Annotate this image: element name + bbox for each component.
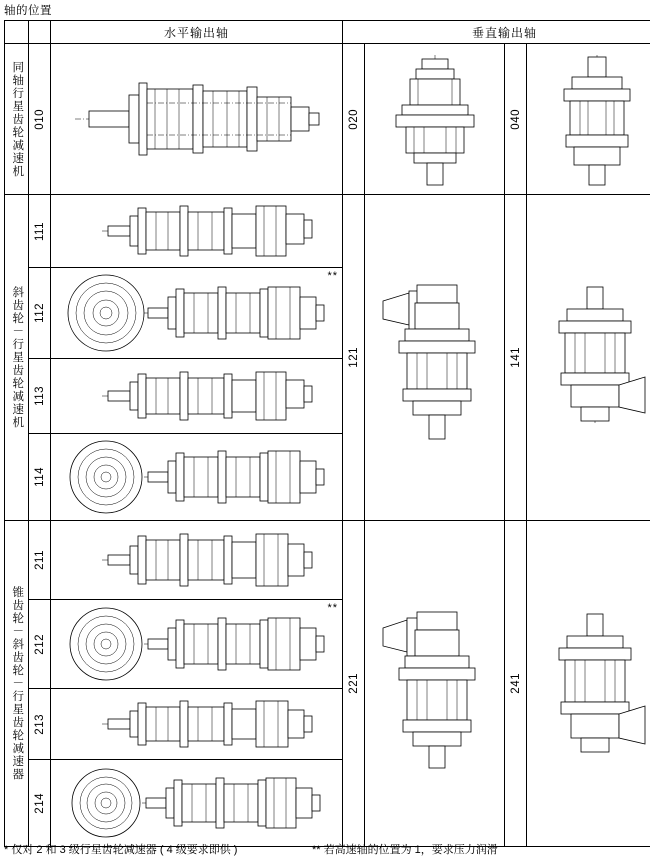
- gearbox-drawing-121: [375, 273, 495, 443]
- gearbox-drawing-214: [62, 763, 332, 843]
- footnote-marker-112: **: [327, 270, 338, 282]
- gearbox-drawing-241: [537, 594, 650, 774]
- table-row: [5, 195, 650, 268]
- gearbox-drawing-114: [62, 437, 332, 517]
- row-code-213: 213: [29, 689, 51, 760]
- table-header-row: [5, 21, 650, 44]
- group-label-helical: 斜齿轮－行星齿轮减速机: [5, 195, 29, 521]
- gearbox-drawing-040: [542, 49, 650, 189]
- gearbox-drawing-010: [67, 59, 327, 179]
- vertical-code-241: 241: [505, 521, 527, 847]
- gearbox-drawing-212: [62, 603, 332, 685]
- row-code-112: 112: [29, 268, 51, 359]
- drawing-horizontal-010: [51, 44, 343, 195]
- header-vertical: 垂直输出轴: [343, 21, 650, 44]
- gearbox-drawing-213: [72, 692, 322, 756]
- drawing-horizontal-112: [51, 268, 343, 359]
- row-code-211: 211: [29, 521, 51, 600]
- row-code-111: 111: [29, 195, 51, 268]
- drawing-vertical-241: [527, 521, 650, 847]
- group-label-bevel: 锥齿轮－斜齿轮－行星齿轮减速器: [5, 521, 29, 847]
- row-code-113: 113: [29, 359, 51, 434]
- page-title: 轴的位置: [4, 5, 52, 17]
- gearbox-drawing-141: [537, 273, 650, 443]
- drawing-horizontal-212: [51, 600, 343, 689]
- shaft-position-table: [4, 20, 650, 847]
- drawing-vertical-121: [365, 195, 505, 521]
- header-blank-group: [5, 21, 29, 44]
- footnote-left: * 仅对 2 和 3 级行星齿轮减速器 ( 4 级要求即供 ): [4, 844, 238, 856]
- footnote-right: ** 若高速轴的位置为 1，要求压力润滑: [312, 844, 498, 856]
- vertical-code-020: 020: [343, 44, 365, 195]
- drawing-horizontal-211: [51, 521, 343, 600]
- group-label-coaxial: 同轴行星齿轮减速机: [5, 44, 29, 195]
- drawing-vertical-221: [365, 521, 505, 847]
- row-code-212: 212: [29, 600, 51, 689]
- footnote-marker-212: **: [327, 602, 338, 614]
- drawing-horizontal-114: [51, 434, 343, 521]
- vertical-code-121: 121: [343, 195, 365, 521]
- gearbox-drawing-112: [62, 271, 332, 355]
- vertical-code-141: 141: [505, 195, 527, 521]
- gearbox-drawing-211: [72, 524, 322, 596]
- row-code-114: 114: [29, 434, 51, 521]
- drawing-horizontal-113: [51, 359, 343, 434]
- table-row: [5, 521, 650, 600]
- drawing-vertical-020: [365, 44, 505, 195]
- row-code-214: 214: [29, 760, 51, 847]
- drawing-vertical-141: [527, 195, 650, 521]
- drawing-horizontal-213: [51, 689, 343, 760]
- vertical-code-221: 221: [343, 521, 365, 847]
- gearbox-drawing-020: [380, 49, 490, 189]
- header-blank-code: [29, 21, 51, 44]
- drawing-horizontal-214: [51, 760, 343, 847]
- gearbox-drawing-111: [72, 198, 322, 264]
- table-row: [5, 44, 650, 195]
- header-horizontal: 水平输出轴: [51, 21, 343, 44]
- drawing-horizontal-111: [51, 195, 343, 268]
- drawing-vertical-040: [527, 44, 650, 195]
- gearbox-drawing-113: [72, 362, 322, 430]
- row-code-010: 010: [29, 44, 51, 195]
- gearbox-drawing-221: [375, 594, 495, 774]
- vertical-code-040: 040: [505, 44, 527, 195]
